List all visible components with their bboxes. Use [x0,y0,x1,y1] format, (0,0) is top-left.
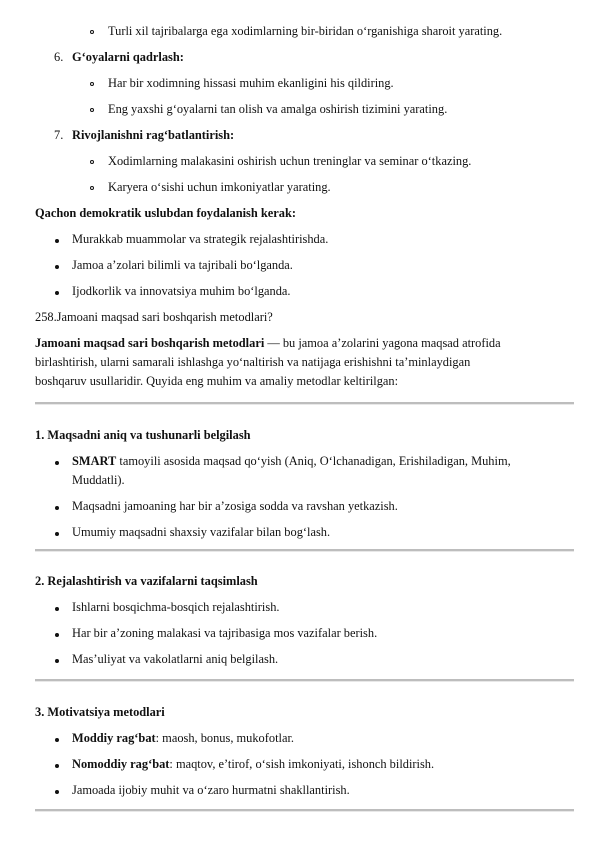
bullet-icon [55,790,59,794]
list-item-text: tamoyili asosida maqsad qo‘yish (Aniq, O‘lchanadigan, Erishiladigan, Muhim, [116,454,511,468]
list-subitem: Turli xil tajribalarga ega xodimlarning bir-biridan o‘rganishiga sharoit yarating. [108,24,503,38]
list-item-title: G‘oyalarni qadrlash: [72,50,184,64]
bullet-icon [55,461,59,465]
list-item: Har bir a’zoning malakasi va tajribasiga mos vazifalar berish. [72,626,378,640]
list-item: Mas’uliyat va vakolatlarni aniq belgilash. [72,652,279,666]
list-item: Murakkab muammolar va strategik rejalashtirishda. [72,232,329,246]
list-subitem: Karyera o‘sishi uchun imkoniyatlar yarating. [108,180,331,194]
list-item: Ishlarni bosqichma-bosqich rejalashtirish. [72,600,280,614]
hollow-bullet-icon [90,108,94,112]
list-item: Umumiy maqsadni shaxsiy vazifalar bilan bog‘lash. [72,525,331,539]
intro-paragraph-line: birlashtirish, ularni samarali ishlashga yo‘naltirish va natijaga erishishni ta’minlaydigan [35,355,471,369]
bullet-icon [55,738,59,742]
horizontal-divider [35,549,574,552]
section-heading: 3. Motivatsiya metodlari [35,705,165,719]
list-item [72,731,294,746]
list-subitem: Har bir xodimning hissasi muhim ekanligini his qildiring. [108,76,394,90]
horizontal-divider [35,809,574,812]
list-subitem: Eng yaxshi g‘oyalarni tan olish va amalga oshirish tizimini yarating. [108,102,448,116]
list-item-text: : maqtov, e’tirof, o‘sish imkoniyati, ishonch bildirish. [169,757,435,771]
smart-term: SMART [72,454,117,468]
hollow-bullet-icon [90,160,94,164]
list-subitem: Xodimlarning malakasini oshirish uchun treninglar va seminar o‘tkazing. [108,154,472,168]
list-item-title: Rivojlanishni rag‘batlantirish: [72,128,235,142]
bullet-icon [55,633,59,637]
bullet-icon [55,265,59,269]
list-number: 6. [54,50,64,64]
list-item: Maqsadni jamoaning har bir a’zosiga sodda va ravshan yetkazish. [72,499,398,513]
nonmaterial-incentive-term: Nomoddiy rag‘bat [72,757,170,771]
list-item-continuation: Muddatli). [72,473,125,487]
bullet-icon [55,532,59,536]
question-line: 258.Jamoani maqsad sari boshqarish metodlari? [35,310,273,324]
hollow-bullet-icon [90,186,94,190]
hollow-bullet-icon [90,30,94,34]
bullet-icon [55,506,59,510]
list-item [72,757,434,772]
hollow-bullet-icon [90,82,94,86]
list-item [72,454,511,469]
section-heading: 2. Rejalashtirish va vazifalarni taqsimlash [35,574,258,588]
bullet-icon [55,659,59,663]
horizontal-divider [35,402,574,405]
list-item-text: : maosh, bonus, mukofotlar. [155,731,294,745]
section-heading: Qachon demokratik uslubdan foydalanish kerak: [35,206,296,220]
list-item: Jamoada ijobiy muhit va o‘zaro hurmatni shakllantirish. [72,783,350,797]
section-heading: 1. Maqsadni aniq va tushunarli belgilash [35,428,251,442]
material-incentive-term: Moddiy rag‘bat [72,731,156,745]
intro-paragraph-line: boshqaruv usullaridir. Quyida eng muhim va amaliy metodlar keltirilgan: [35,374,399,388]
list-number: 7. [54,128,64,142]
bullet-icon [55,239,59,243]
list-item: Jamoa a’zolari bilimli va tajribali bo‘lganda. [72,258,293,272]
horizontal-divider [35,679,574,682]
bullet-icon [55,291,59,295]
intro-paragraph-line [35,336,501,351]
bullet-icon [55,607,59,611]
intro-bold-term: Jamoani maqsad sari boshqarish metodlari [35,336,265,350]
bullet-icon [55,764,59,768]
list-item: Ijodkorlik va innovatsiya muhim bo‘lganda. [72,284,291,298]
intro-text: — bu jamoa a’zolarini yagona maqsad atrofida [264,336,501,350]
